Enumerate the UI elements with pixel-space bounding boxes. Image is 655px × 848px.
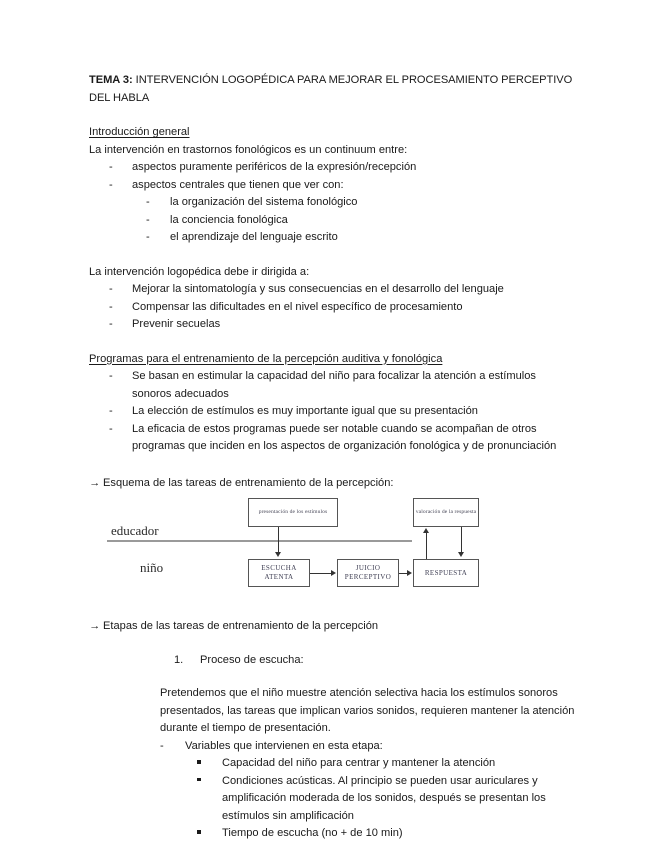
list-item-text: Prevenir secuelas: [132, 318, 221, 330]
list-item: [89, 316, 575, 334]
escucha-line1: ESCUCHA: [261, 564, 297, 573]
list-item-text: la conciencia fonológica: [170, 213, 288, 226]
arrow-down-icon: [458, 552, 464, 557]
juicio-line2: PERCEPTIVO: [344, 573, 392, 581]
diagram-box-presentacion-label: presentación de los estímulos: [258, 509, 328, 515]
connector-valoracion-respuesta: [461, 527, 462, 553]
list-item-text: La eficacia de estos programas puede ser notable cuando se acompañan de otros programas que inciden en los aspectos de organización fonológica y de pronunciación: [132, 422, 557, 452]
list-item-text: Tiempo de escucha (no + de 10 min): [222, 827, 403, 839]
section-heading-introduccion: Introducción general: [89, 126, 190, 138]
list-item: [89, 194, 575, 212]
perception-training-diagram: [89, 494, 575, 602]
list-item-text: Condiciones acústicas. Al principio se pueden usar auriculares y amplificación moderada de los sonidos, después se presentan los estímulos sin amplificación: [222, 774, 546, 822]
list-item: [129, 652, 575, 670]
list-item-text: Compensar las dificultades en el nivel específico de procesamiento: [132, 300, 463, 313]
dash-marker: -: [160, 739, 164, 752]
section-heading-programas: Programas para el entrenamiento de la percepción auditiva y fonológica: [89, 352, 443, 365]
section4-heading-row: [89, 475, 575, 493]
page-title-label: TEMA 3:: [89, 74, 133, 86]
list-item: [89, 403, 575, 421]
diagram-box-escucha-label: [261, 564, 296, 582]
dash-marker: -: [146, 213, 150, 226]
dash-marker: -: [109, 161, 113, 173]
diagram-box-valoracion: [413, 498, 479, 527]
dash-marker: -: [109, 178, 113, 191]
page-title: [89, 72, 575, 107]
diagram-divider: [107, 540, 412, 542]
list-item-text: Se basan en estimular la capacidad del niño para focalizar la atención a estímulos sonoros adecuados: [132, 370, 536, 400]
section5-item-body: Pretendemos que el niño muestre atención selectiva hacia los estímulos sonoros presentados, las tareas que implican varios sonidos, requieren mantener la atención durante el tiempo de presentación.: [160, 687, 575, 734]
list-item-text: el aprendizaje del lenguaje escrito: [170, 231, 338, 243]
juicio-line1: JUICIO: [355, 564, 381, 573]
list-item-text: Capacidad del niño para centrar y mantener la atención: [222, 757, 496, 769]
connector-respuesta-valoracion: [426, 533, 427, 559]
list-item: [89, 755, 575, 773]
dash-marker: -: [109, 283, 113, 295]
list-item: [89, 773, 575, 826]
diagram-box-presentacion: [248, 498, 338, 527]
section4-heading: Esquema de las tareas de entrenamiento de la percepción:: [103, 476, 394, 489]
section3-list: [89, 368, 575, 456]
page-title-rest: INTERVENCIÓN LOGOPÉDICA PARA MEJORAR EL PROCESAMIENTO PERCEPTIVO DEL HABLA: [89, 74, 573, 104]
diagram-box-escucha-atenta: [248, 559, 310, 587]
section1-sublist: [89, 194, 575, 247]
list-item: [89, 229, 575, 247]
list-item-text: Variables que intervienen en esta etapa:: [185, 739, 383, 752]
section2-list: [89, 281, 575, 334]
document-body: [89, 72, 575, 843]
dash-marker: -: [109, 405, 113, 417]
dash-marker: -: [109, 318, 113, 330]
arrow-right-icon: →: [89, 620, 101, 632]
list-item: [89, 299, 575, 317]
list-item: [89, 212, 575, 230]
section5-sublist: [89, 738, 575, 756]
diagram-box-juicio-label: [345, 564, 391, 582]
dash-marker: -: [146, 196, 150, 208]
arrow-right-icon: [331, 570, 336, 576]
diagram-box-valoracion-label: valoración de la respuesta: [415, 509, 477, 515]
escucha-line2: ATENTA: [264, 573, 294, 581]
section5-heading: Etapas de las tareas de entrenamiento de la percepción: [103, 620, 379, 632]
connector-juicio-respuesta: [399, 573, 407, 574]
number-marker: 1.: [174, 653, 184, 666]
dash-marker: -: [109, 422, 113, 435]
list-item-text: la organización del sistema fonológico: [170, 196, 358, 208]
diagram-box-respuesta-label: RESPUESTA: [424, 568, 468, 577]
connector-escucha-juicio: [310, 573, 331, 574]
square-bullet-icon: [197, 773, 222, 791]
connector-presentacion-escucha: [278, 527, 279, 553]
section5-bullet-list: [89, 755, 575, 843]
arrow-right-icon: →: [89, 476, 101, 489]
list-item: [89, 825, 575, 843]
list-item: [89, 177, 575, 195]
diagram-label-educador: educador: [111, 523, 159, 538]
diagram-box-juicio-perceptivo: [337, 559, 399, 587]
square-bullet-icon: [197, 825, 222, 843]
dash-marker: -: [109, 370, 113, 382]
list-item: [89, 421, 575, 456]
dash-marker: -: [109, 300, 113, 313]
section2-intro: La intervención logopédica debe ir dirigida a:: [89, 265, 310, 278]
section5-numbered-list: [89, 652, 575, 670]
list-item-text: Mejorar la sintomatología y sus consecuencias en el desarrollo del lenguaje: [132, 283, 504, 295]
arrow-right-icon: [407, 570, 412, 576]
list-item: [89, 738, 575, 756]
section1-intro: La intervención en trastornos fonológicos es un continuum entre:: [89, 143, 408, 156]
list-item-text: La elección de estímulos es muy importante igual que su presentación: [132, 405, 478, 417]
list-item: [89, 159, 575, 177]
list-item-text: Proceso de escucha:: [200, 653, 304, 666]
list-item-text: aspectos puramente periféricos de la expresión/recepción: [132, 161, 417, 173]
section5-heading-row: [89, 618, 575, 636]
list-item: [89, 368, 575, 403]
arrow-down-icon: [275, 552, 281, 557]
list-item-text: aspectos centrales que tienen que ver con:: [132, 178, 344, 191]
section1-list: [89, 159, 575, 194]
list-item: [89, 281, 575, 299]
dash-marker: -: [146, 231, 150, 243]
square-bullet-icon: [197, 755, 222, 773]
arrow-up-icon: [423, 528, 429, 533]
diagram-box-respuesta: [413, 559, 479, 587]
diagram-label-nino: niño: [140, 560, 164, 575]
